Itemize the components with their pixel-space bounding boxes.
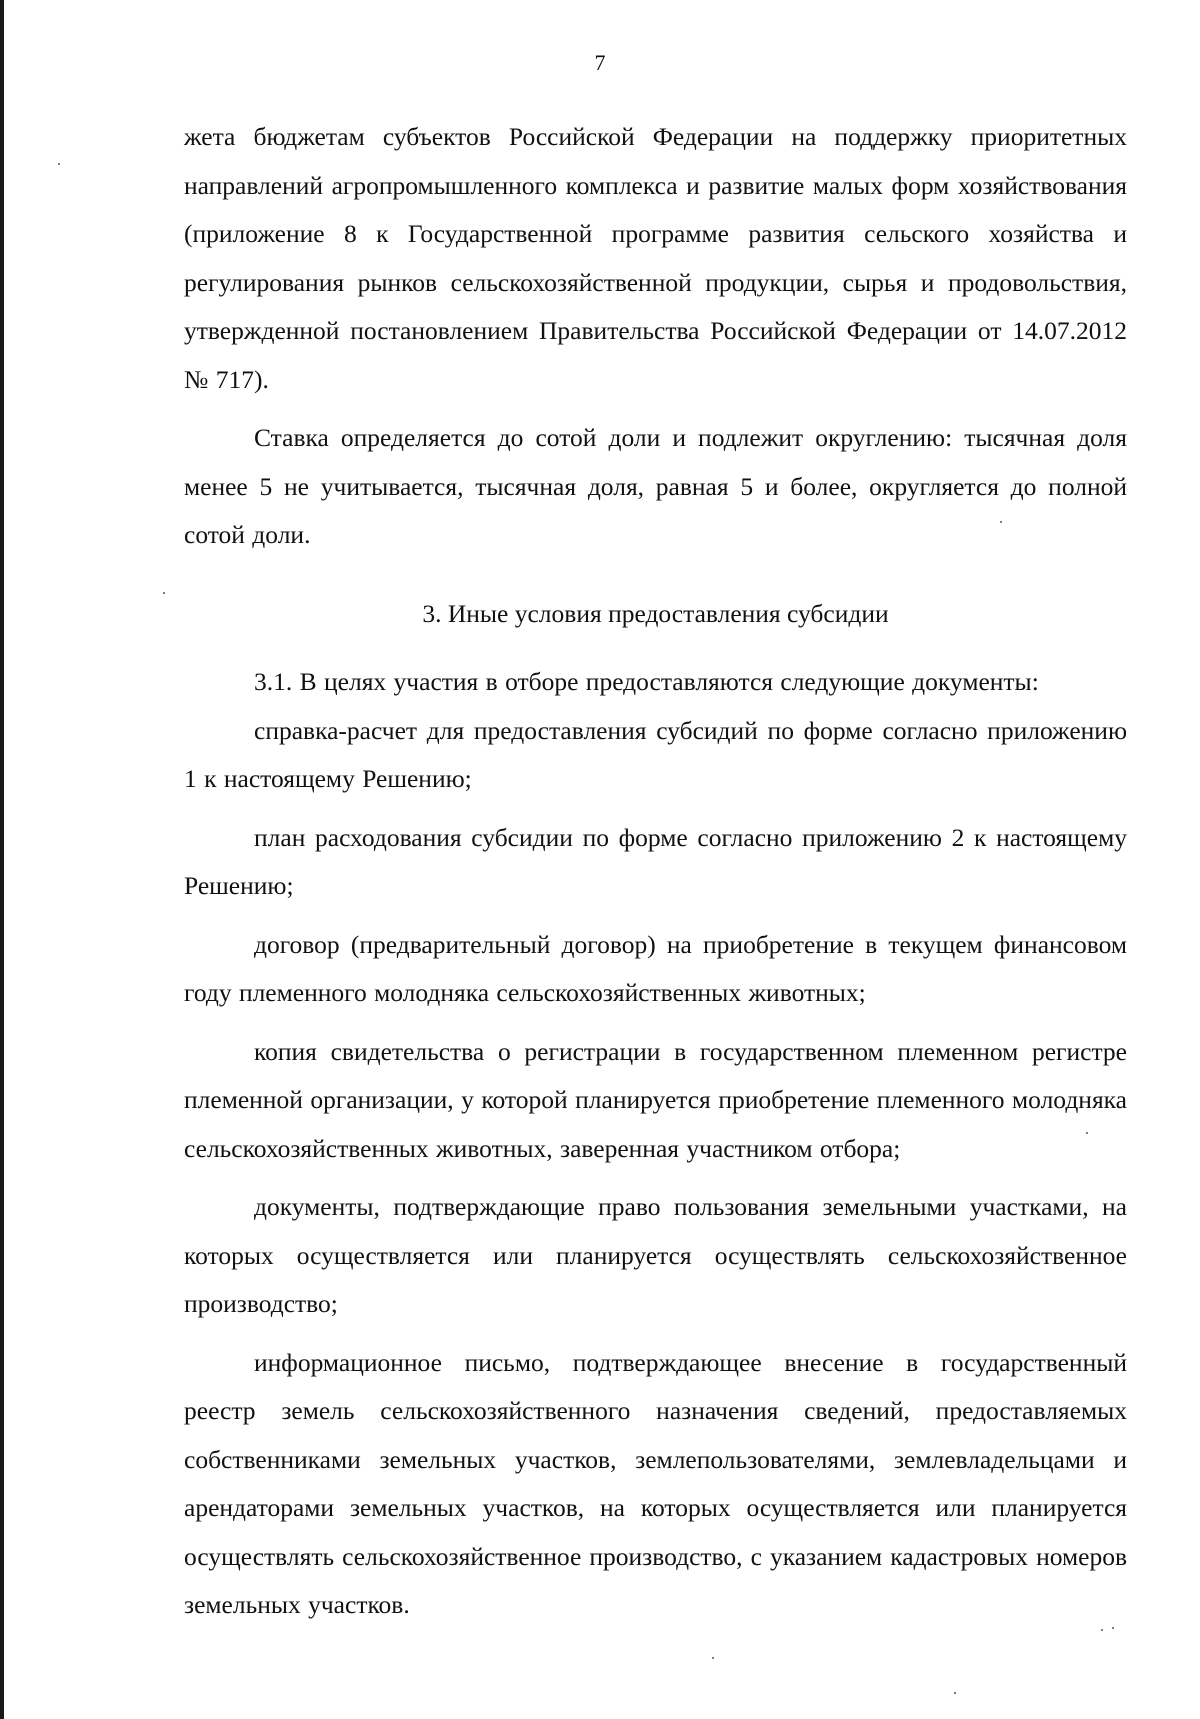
scan-speck [1000,521,1002,523]
paragraph-purchase-contract: договор (предварительный договор) на приобретение в текущем финансовом году племенного молодняка сельскохозяйственных животных; [184,929,1127,1007]
scan-speck [1086,1132,1088,1134]
scan-speck [1101,1629,1103,1631]
scan-speck [1112,1627,1114,1629]
scan-speck [954,1692,956,1694]
paragraph-land-rights-documents: документы, подтверждающие право пользования земельными участками, на которых осуществляется или планируется осуществлять сельскохозяйственное производство; [184,1192,1127,1318]
scan-speck [58,163,60,165]
page-number: 7 [594,50,606,75]
paragraph-rounding-rule: Ставка определяется до сотой доли и подлежит округлению: тысячная доля менее 5 не учитывается, тысячная доля, равная 5 и более, округляется до полной сотой доли. [184,423,1127,549]
paragraph-information-letter: информационное письмо, подтверждающее внесение в государственный реестр земель сельскохозяйственного назначения сведений, предоставляемых собственниками земельных участков, землепользователями, землевладельцами и арендаторами земельных участков, на которых осуществляется или планируется осуществлять сельскохозяйственное производство, с указанием кадастровых номеров земельных участков. [184,1347,1127,1619]
scan-speck [163,592,165,594]
paragraph-documents-intro: 3.1. В целях участия в отборе предоставляются следующие документы: [254,667,1039,696]
paragraph-registration-certificate: копия свидетельства о регистрации в государственном племенном регистре племенной организации, у которой планируется приобретение племенного молодняка сельскохозяйственных животных, заверенная участником отбора; [184,1036,1127,1163]
document-body [184,113,1127,1630]
section-heading: 3. Иные условия предоставления субсидии [422,598,889,628]
paragraph-calculation-certificate: справка-расчет для предоставления субсидий по форме согласно приложению 1 к настоящему Решению; [184,715,1127,793]
paragraph-spending-plan: план расходования субсидии по форме согласно приложению 2 к настоящему Решению; [184,822,1127,900]
scan-speck [712,1657,714,1659]
scan-edge-line [0,0,4,1719]
paragraph-continuation: жета бюджетам субъектов Российской Федерации на поддержку приоритетных направлений агропромышленного комплекса и развитие малых форм хозяйствования (приложение 8 к Государственной программе развития сельского хозяйства и регулирования рынков сельскохозяйственной продукции, сырья и продовольствия, утвержденной постановлением Правительства Российской Федерации от 14.07.2012 № 717). [184,122,1127,394]
